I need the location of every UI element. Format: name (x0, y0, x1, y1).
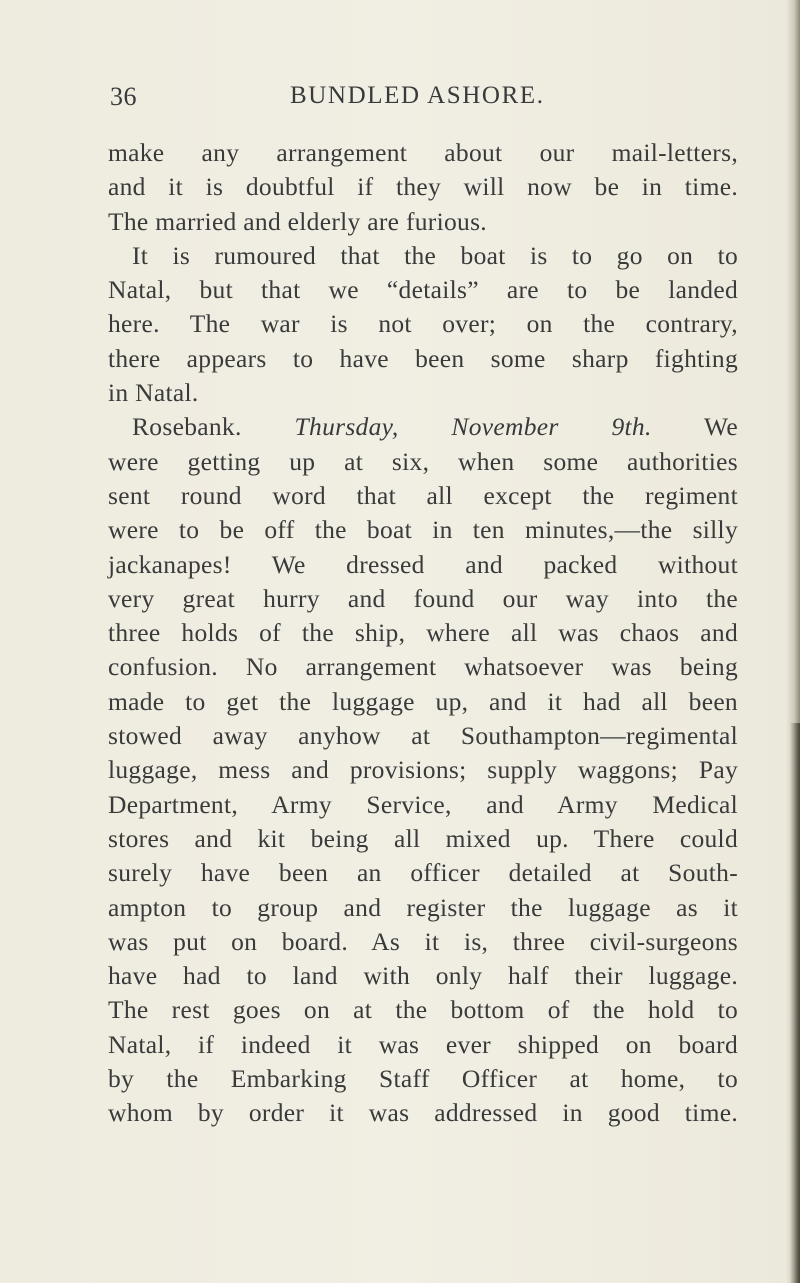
rosebank-line (108, 410, 738, 444)
text-line: sent round word that all except the regiment (108, 480, 738, 510)
text-line: and it is doubtful if they will now be in time. (108, 172, 738, 202)
text-line: have had to land with only half their luggage. (108, 961, 738, 991)
entry-date: Thursday, November 9th. (294, 412, 652, 442)
text-line: The married and elderly are furious. (108, 206, 487, 236)
text-line: whom by order it was addressed in good time. (108, 1098, 738, 1128)
text-line: Natal, if indeed it was ever shipped on board (108, 1029, 738, 1059)
text-line: in Natal. (108, 378, 199, 408)
body-text (108, 136, 738, 1131)
text-line: was put on board. As it is, three civil-surgeons (108, 926, 738, 956)
text-line: were getting up at six, when some authorities (108, 446, 738, 476)
text-line: three holds of the ship, where all was chaos and (108, 618, 738, 648)
page-number: 36 (110, 82, 137, 111)
text-line: make any arrangement about our mail-letters, (108, 138, 738, 167)
page-edge-dark (790, 723, 800, 1283)
text-line: Natal, but that we “details” are to be landed (108, 275, 738, 305)
text-line: were to be off the boat in ten minutes,—the silly (108, 515, 738, 545)
text-line: made to get the luggage up, and it had all been (108, 686, 738, 716)
text-line: ampton to group and register the luggage as it (108, 892, 738, 922)
line-continuation: We (704, 412, 738, 442)
text-line: The rest goes on at the bottom of the hold to (108, 995, 738, 1025)
text-line: Department, Army Service, and Army Medical (108, 789, 738, 819)
page-header (110, 82, 738, 114)
text-line: there appears to have been some sharp fighting (108, 343, 738, 373)
text-line: here. The war is not over; on the contrary, (108, 309, 738, 339)
text-line: by the Embarking Staff Officer at home, to (108, 1064, 738, 1094)
text-line: confusion. No arrangement whatsoever was being (108, 652, 738, 682)
text-line: It is rumoured that the boat is to go on to (132, 240, 738, 270)
text-line: very great hurry and found our way into the (108, 583, 738, 613)
running-head: BUNDLED ASHORE. (290, 82, 545, 109)
place-name: Rosebank. (132, 412, 242, 442)
text-line: jackanapes! We dressed and packed without (108, 549, 738, 579)
text-line: stores and kit being all mixed up. There could (108, 823, 738, 853)
text-line: luggage, mess and provisions; supply waggons; Pay (108, 755, 738, 785)
text-line: stowed away anyhow at Southampton—regimental (108, 721, 738, 751)
text-line: surely have been an officer detailed at South- (108, 858, 738, 888)
